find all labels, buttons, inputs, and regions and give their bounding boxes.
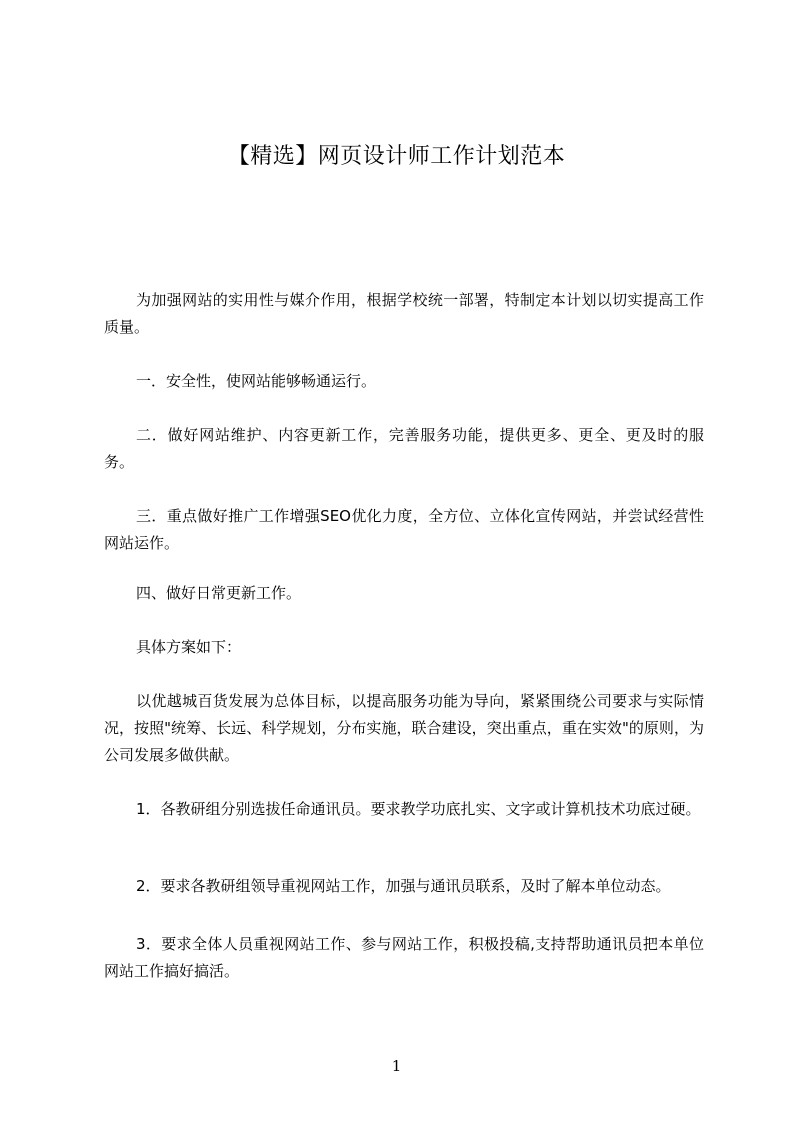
paragraph-item-4: 四、做好日常更新工作。	[136, 584, 302, 602]
paragraph-item-1: 一．安全性，使网站能够畅通运行。	[136, 372, 377, 390]
paragraph-step-3: 3．要求全体人员重视网站工作、参与网站工作，积极投稿,支持帮助通讯员把本单位网站工作搞好搞活。	[104, 935, 704, 980]
paragraph-plan-heading: 具体方案如下：	[136, 638, 242, 656]
paragraph-step-1: 1．各教研组分别选拔任命通讯员。要求教学功底扎实、文字或计算机技术功底过硬。	[136, 800, 701, 818]
paragraph-plan-goal: 以优越城百货发展为总体目标，以提高服务功能为导向，紧紧围绕公司要求与实际情况，按照"统筹、长远、科学规划，分布实施，联合建设，突出重点，重在实效"的原则，为公司发展多做供献。	[104, 692, 704, 764]
paragraph-item-2: 二．做好网站维护、内容更新工作，完善服务功能，提供更多、更全、更及时的服务。	[104, 426, 704, 471]
page-number: 1	[391, 1057, 402, 1075]
paragraph-step-2: 2．要求各教研组领导重视网站工作，加强与通讯员联系，及时了解本单位动态。	[136, 877, 671, 895]
paragraph-intro: 为加强网站的实用性与媒介作用，根据学校统一部署，特制定本计划以切实提高工作质量。	[104, 291, 704, 336]
paragraph-item-3: 三．重点做好推广工作增强SEO优化力度，全方位、立体化宣传网站，并尝试经营性网站运作。	[104, 507, 704, 552]
document-title: 【精选】网页设计师工作计划范本	[227, 144, 566, 169]
